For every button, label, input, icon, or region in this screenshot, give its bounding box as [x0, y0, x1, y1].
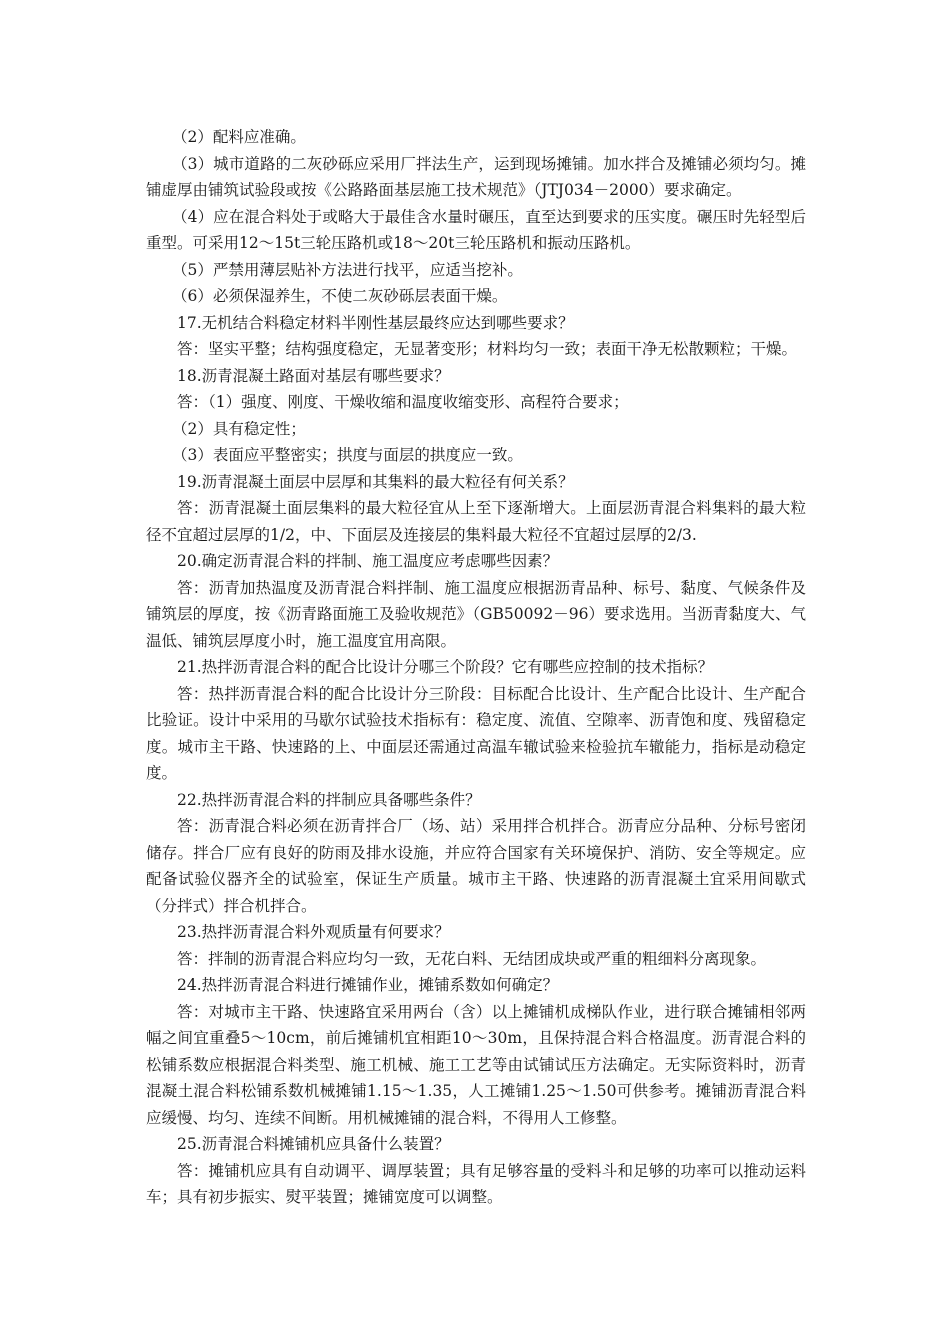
answer-20: 答：沥青加热温度及沥青混合料拌制、施工温度应根据沥青品种、标号、黏度、气候条件及铺筑层的厚度，按《沥青路面施工及验收规范》（GB50092－96）要求选用。当沥青黏度大、气温低、铺筑层厚度小时，施工温度宜用高限。	[146, 578, 806, 650]
question-25: 25.沥青混合料摊铺机应具备什么装置？	[177, 1135, 450, 1153]
answer-18-item-2: （2）具有稳定性；	[172, 419, 306, 438]
question-18: 18.沥青混凝土路面对基层有哪些要求？	[177, 366, 450, 385]
paragraph-item-4: （4）应在混合料处于或略大于最佳含水量时碾压，直至达到要求的压实度。碾压时先轻型后重型。可采用12～15t三轮压路机或18～20t三轮压路机和振动压路机。	[146, 207, 806, 252]
answer-19: 答：沥青混凝土面层集料的最大粒径宜从上至下逐渐增大。上面层沥青混合料集料的最大粒径不宜超过层厚的1/2，中、下面层及连接层的集料最大粒径不宜超过层厚的2/3.	[146, 499, 806, 544]
answer-18-item-3: （3）表面应平整密实；拱度与面层的拱度应一致。	[172, 446, 523, 464]
answer-17: 答：坚实平整；结构强度稳定，无显著变形；材料均匀一致；表面干净无松散颗粒；干燥。	[177, 340, 798, 358]
question-17: 17.无机结合料稳定材料半刚性基层最终应达到哪些要求？	[177, 313, 574, 332]
paragraph-item-6: （6）必须保湿养生，不使二灰砂砾层表面干燥。	[172, 287, 508, 305]
question-20: 20.确定沥青混合料的拌制、施工温度应考虑哪些因素？	[177, 552, 559, 570]
paragraph-item-3: （3）城市道路的二灰砂砾应采用厂拌法生产，运到现场摊铺。加水拌合及摊铺必须均匀。摊铺虚厚由铺筑试验段或按《公路路面基层施工技术规范》（JTJ034－2000）要求确定。	[146, 154, 806, 199]
answer-22: 答：沥青混合料必须在沥青拌合厂（场、站）采用拌合机拌合。沥青应分品种、分标号密闭储存。拌合厂应有良好的防雨及排水设施，并应符合国家有关环境保护、消防、安全等规定。应配备试验仪器齐全的试验室，保证生产质量。城市主干路、快速路的沥青混凝土宜采用间歇式（分拌式）拌合机拌合。	[146, 817, 806, 915]
answer-21: 答：热拌沥青混合料的配合比设计分三阶段：目标配合比设计、生产配合比设计、生产配合比验证。设计中采用的马歇尔试验技术指标有：稳定度、流值、空隙率、沥青饱和度、残留稳定度。城市主干路、快速路的上、中面层还需通过高温车辙试验来检验抗车辙能力，指标是动稳定度。	[146, 684, 806, 782]
question-24: 24.热拌沥青混合料进行摊铺作业，摊铺系数如何确定？	[177, 976, 559, 994]
document-body	[146, 124, 806, 1211]
answer-23: 答：拌制的沥青混合料应均匀一致，无花白料、无结团成块或严重的粗细料分离现象。	[177, 949, 767, 968]
answer-25: 答：摊铺机应具有自动调平、调厚装置；具有足够容量的受料斗和足够的功率可以推动运料车；具有初步振实、熨平装置；摊铺宽度可以调整。	[146, 1161, 806, 1206]
answer-18-item-1: 答：（1）强度、刚度、干燥收缩和温度收缩变形、高程符合要求；	[177, 393, 629, 411]
question-21: 21.热拌沥青混合料的配合比设计分哪三个阶段？它有哪些应控制的技术指标？	[177, 658, 714, 676]
paragraph-item-2: （2）配料应准确。	[172, 128, 306, 146]
answer-24: 答：对城市主干路、快速路宜采用两台（含）以上摊铺机成梯队作业，进行联合摊铺相邻两幅之间宜重叠5～10cm，前后摊铺机宜相距10～30m，且保持混合料合格温度。沥青混合料的松铺系数应根据混合料类型、施工机械、施工工艺等由试铺试压方法确定。无实际资料时，沥青混凝土混合料松铺系数机械摊铺1.15～1.35，人工摊铺1.25～1.50可供参考。摊铺沥青混合料应缓慢、均匀、连续不间断。用机械摊铺的混合料，不得用人工修整。	[146, 1002, 806, 1127]
question-22: 22.热拌沥青混合料的拌制应具备哪些条件？	[177, 790, 481, 809]
question-23: 23.热拌沥青混合料外观质量有何要求？	[177, 923, 450, 941]
paragraph-item-5: （5）严禁用薄层贴补方法进行找平，应适当挖补。	[172, 260, 523, 279]
question-19: 19.沥青混凝土面层中层厚和其集料的最大粒径有何关系？	[177, 472, 574, 491]
